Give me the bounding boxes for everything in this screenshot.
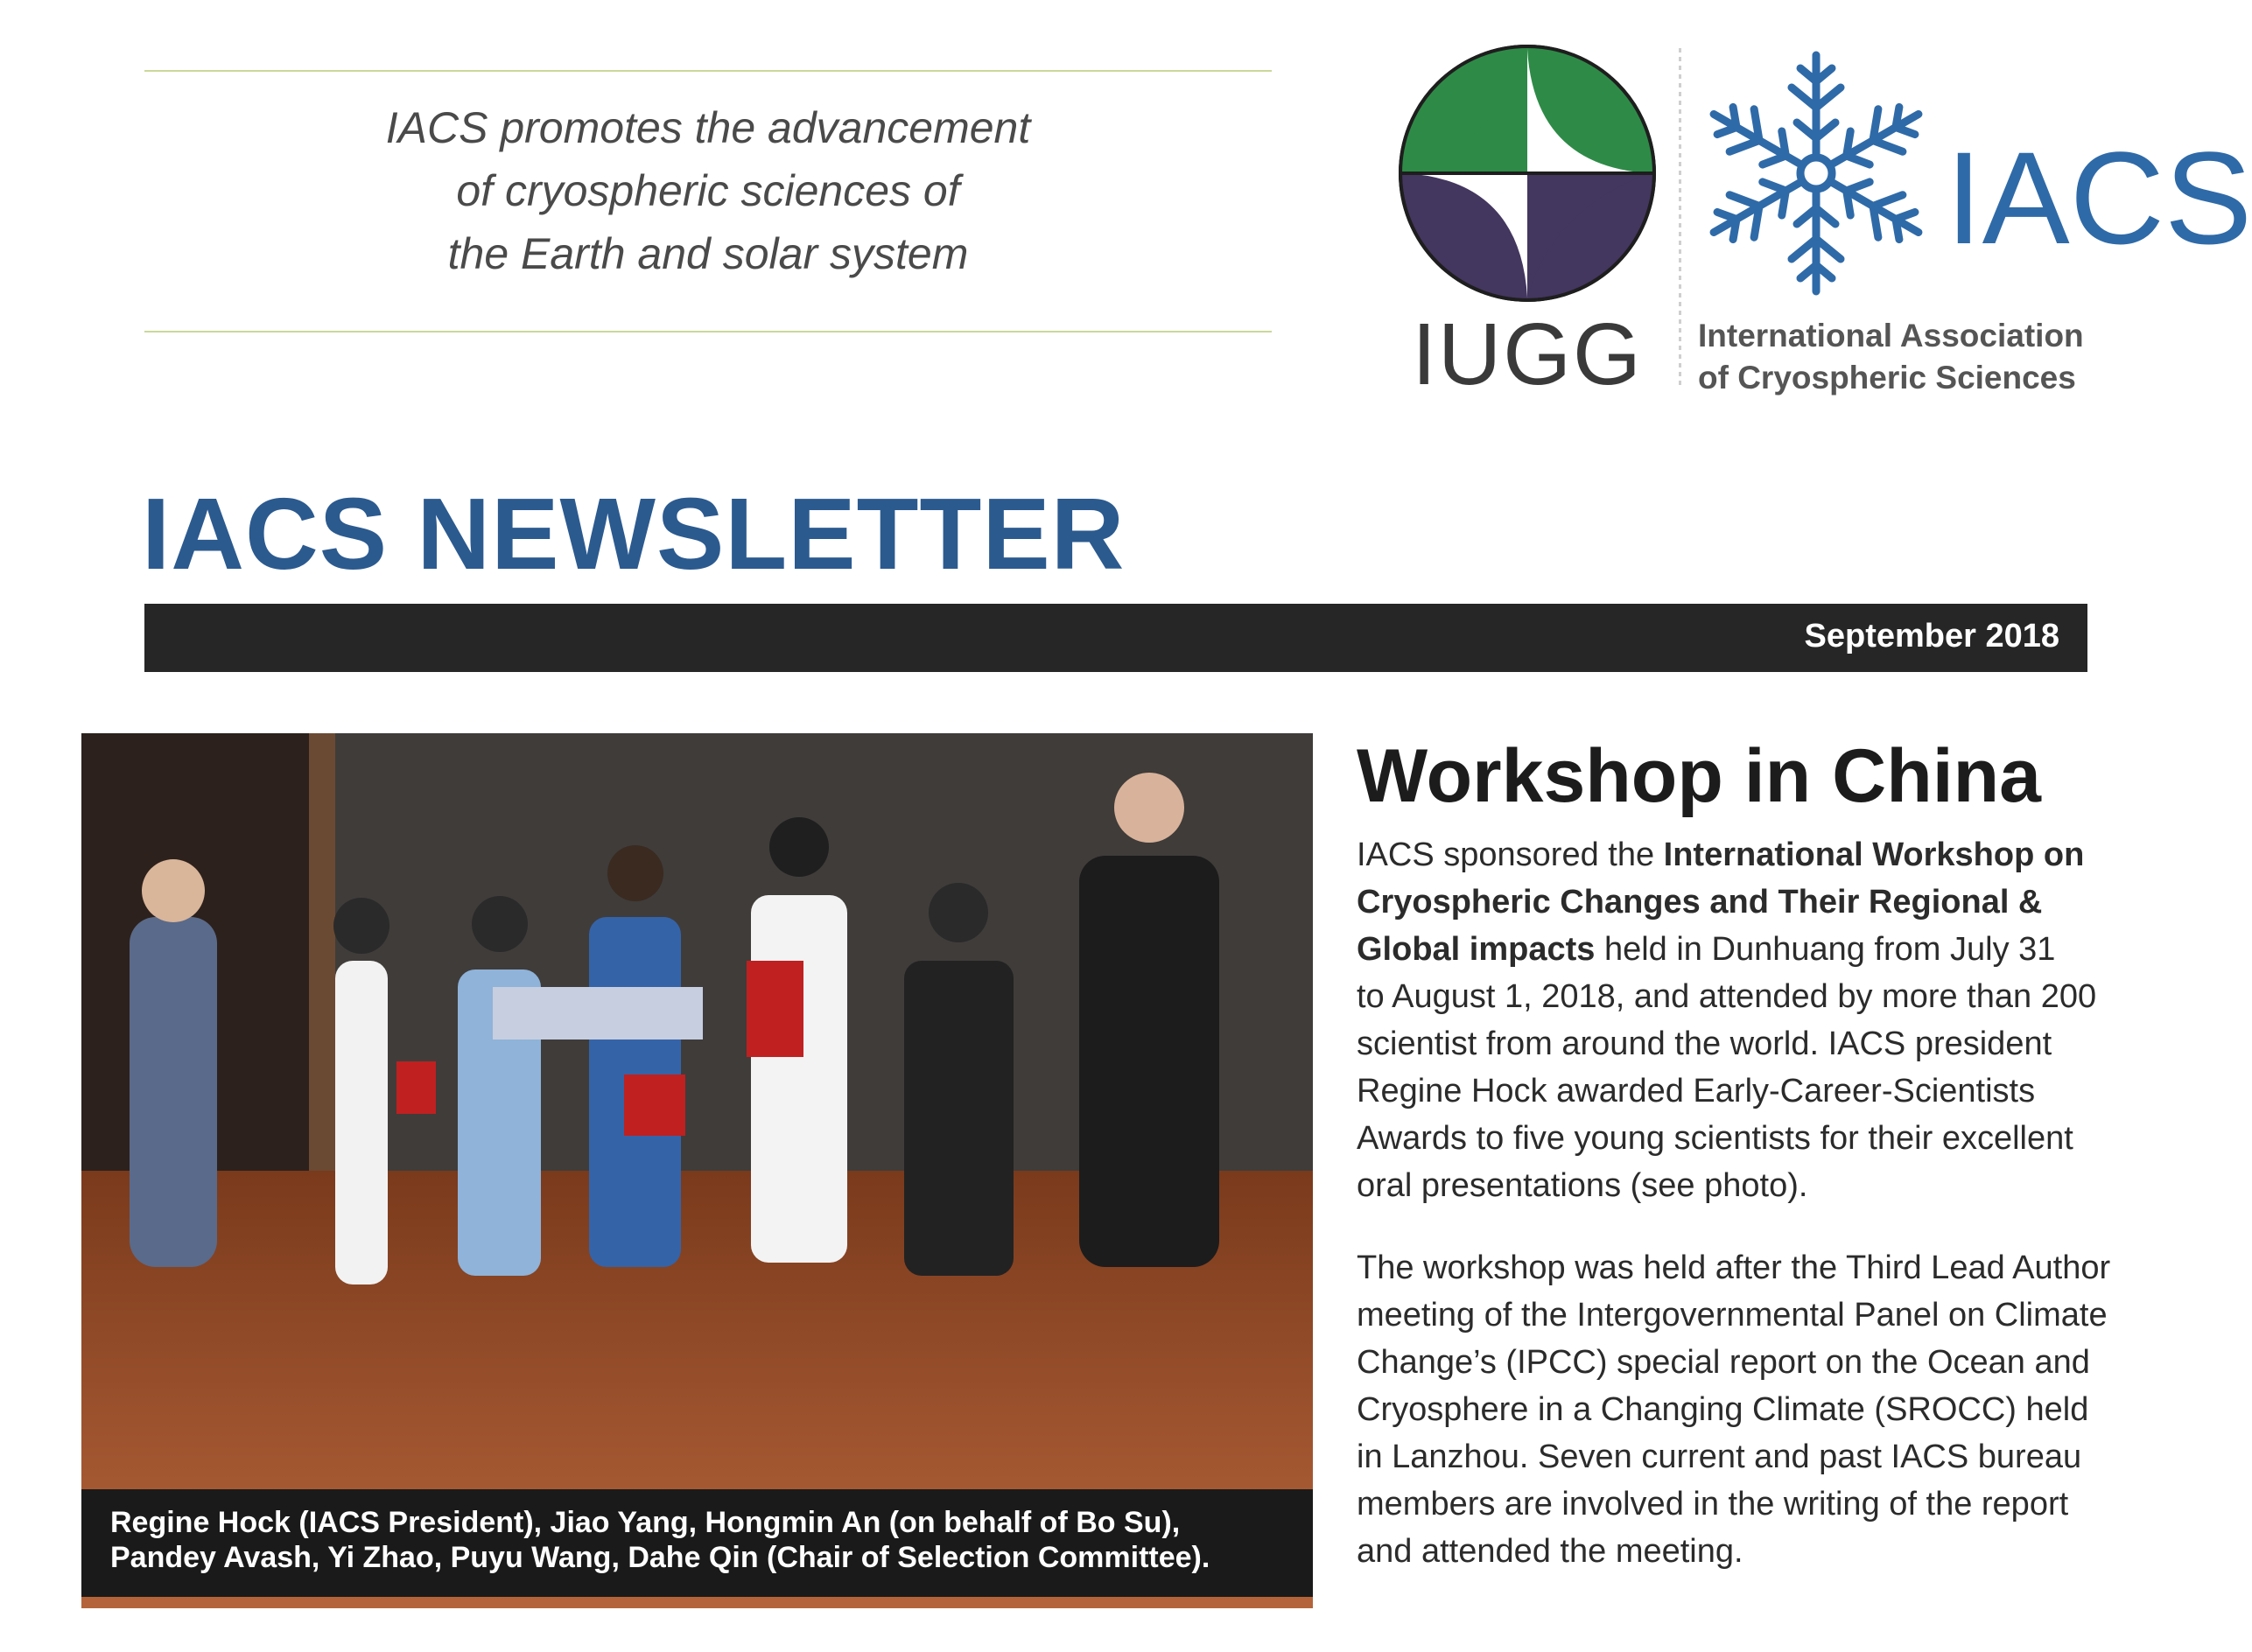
issue-date: September 2018	[1804, 618, 2059, 654]
text-line	[1357, 926, 2179, 973]
caption-line: Regine Hock (IACS President), Jiao Yang, Hongmin An (on behalf of Bo Su),	[110, 1506, 1181, 1539]
award-photo-image	[81, 733, 1313, 1597]
text-line: Change’s (IPCC) special report on the Ocean and	[1357, 1344, 2090, 1381]
iacs-full-line: of Cryospheric Sciences	[1698, 360, 2076, 396]
article-paragraph-2	[1357, 1244, 2179, 1575]
snowflake-icon	[1694, 42, 1939, 304]
text-line: members are involved in the writing of the report	[1357, 1486, 2069, 1522]
tagline-bottom-rule	[144, 331, 1272, 332]
text-line	[1357, 831, 2179, 878]
tagline-top-rule	[144, 70, 1272, 72]
text-span: held in Dunhuang from July 31	[1595, 931, 2056, 968]
iugg-emblem	[1387, 42, 1667, 304]
iacs-label: IACS	[1946, 124, 2252, 271]
text-line: Regine Hock awarded Early-Career-Scientists	[1357, 1073, 2036, 1110]
iacs-full-line: International Association	[1698, 318, 2084, 354]
text-line: meeting of the Intergovernmental Panel on Climate	[1357, 1297, 2108, 1334]
text-line: and attended the meeting.	[1357, 1533, 1743, 1570]
tagline-line: the Earth and solar system	[447, 229, 969, 278]
workshop-name-bold: Cryospheric Changes and Their Regional &	[1357, 884, 2043, 920]
photo-caption-bar	[81, 1489, 1313, 1597]
iugg-logo	[1387, 42, 1667, 401]
text-line: The workshop was held after the Third Lead Author	[1357, 1250, 2111, 1286]
date-bar	[144, 604, 2087, 672]
tagline-line: of cryospheric sciences of	[456, 166, 960, 215]
photo-caption	[110, 1505, 1210, 1575]
iacs-full-name	[1698, 315, 2084, 399]
text-line: Awards to five young scientists for their excellent	[1357, 1120, 2073, 1157]
iacs-logo	[1694, 42, 2252, 401]
logo-divider	[1679, 48, 1681, 389]
iugg-label: IUGG	[1412, 305, 1643, 403]
caption-line: Pandey Avash, Yi Zhao, Puyu Wang, Dahe Qin (Chair of Selection Committee).	[110, 1541, 1210, 1574]
text-span: IACS sponsored the	[1357, 836, 1664, 873]
award-photo	[81, 733, 1313, 1597]
article-paragraph-1	[1357, 831, 2179, 1209]
text-line: Cryosphere in a Changing Climate (SROCC) held	[1357, 1391, 2089, 1428]
workshop-name-bold: Global impacts	[1357, 931, 1596, 968]
text-line: scientist from around the world. IACS president	[1357, 1026, 2052, 1062]
newsletter-title: IACS NEWSLETTER	[142, 477, 1126, 591]
tagline	[144, 96, 1272, 285]
tagline-line: IACS promotes the advancement	[385, 103, 1031, 152]
workshop-name-bold: International Workshop on	[1663, 836, 2085, 873]
text-line: to August 1, 2018, and attended by more than 200	[1357, 978, 2097, 1015]
text-line: oral presentations (see photo).	[1357, 1167, 1808, 1204]
article-title: Workshop in China	[1357, 734, 2041, 818]
text-line: in Lanzhou. Seven current and past IACS bureau	[1357, 1438, 2082, 1475]
